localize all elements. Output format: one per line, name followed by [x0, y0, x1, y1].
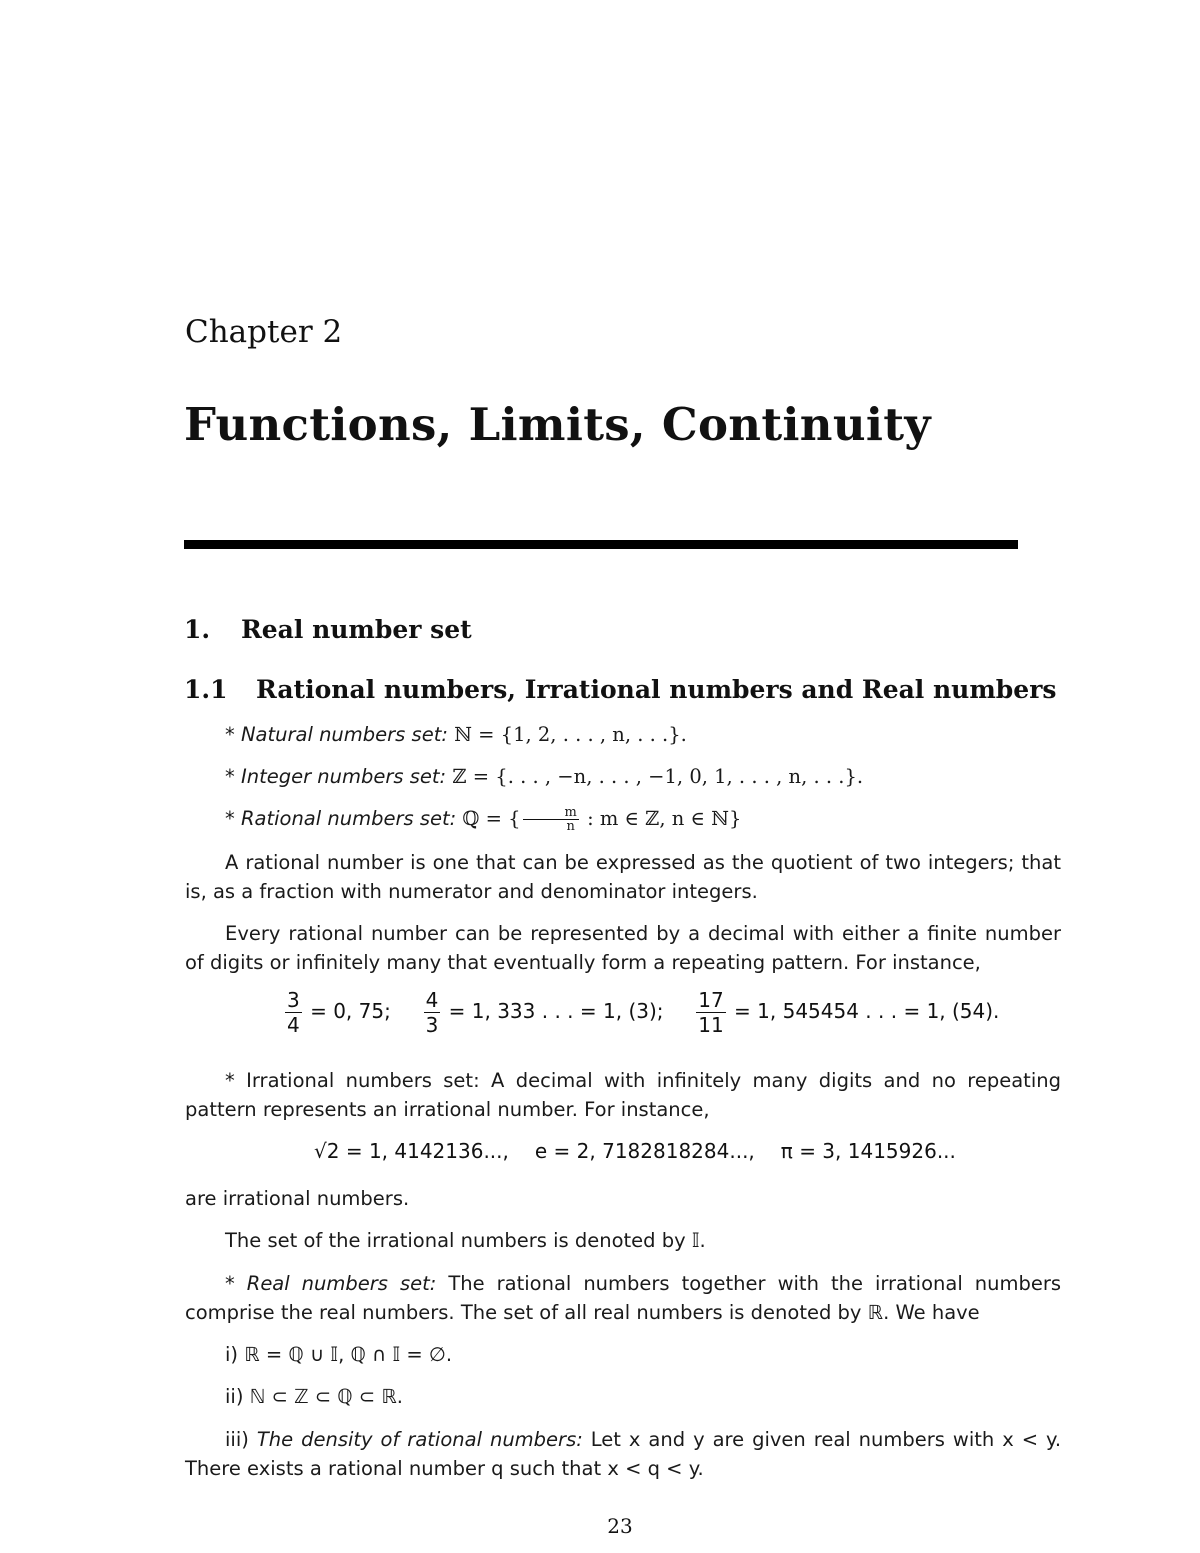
- section-title: Real number set: [241, 615, 472, 644]
- rational-definition-paragraph: A rational number is one that can be expressed as the quotient of two integers; that is, as a fraction with numerator and denominator integers.: [185, 851, 1061, 903]
- integer-numbers-line: * Integer numbers set: ℤ = {. . . , −n, . . . , −1, 0, 1, . . . , n, . . .}.: [225, 765, 864, 788]
- real-numbers-label: Real numbers set:: [246, 1272, 437, 1295]
- rational-numbers-label: Rational numbers set:: [240, 807, 457, 830]
- subsection-heading: [184, 675, 1056, 704]
- real-numbers-paragraph: * Real numbers set: The rational numbers together with the irrational numbers comprise the real numbers. The set of all real numbers is denoted by ℝ. We have: [185, 1272, 1062, 1324]
- fraction-3-4: $\frac{3}{4}$: [287, 988, 300, 1037]
- item-iii: iii) The density of rational numbers: Let x and y are given real numbers with x < y. There exists a rational number q such that x < q < y.: [185, 1428, 1062, 1480]
- chapter-title: Functions, Limits, Continuity: [184, 398, 931, 451]
- are-irrational-line: are irrational numbers.: [185, 1187, 410, 1210]
- irrational-paragraph: * Irrational numbers set: A decimal with infinitely many digits and no repeating pattern represents an irrational number. For instance,: [185, 1069, 1061, 1121]
- page-number: 23: [607, 1514, 633, 1538]
- rational-numbers-line: * Rational numbers set: ℚ = { $\frac{m}{n}$ : m ∈ ℤ, n ∈ ℕ}: [225, 805, 742, 834]
- subsection-number: 1.1: [184, 675, 228, 704]
- fraction-4-3: $\frac{4}{3}$: [425, 988, 439, 1037]
- item-ii: ii) ℕ ⊂ ℤ ⊂ ℚ ⊂ ℝ.: [225, 1385, 403, 1408]
- integer-numbers-label: Integer numbers set:: [240, 765, 447, 788]
- subsection-title: Rational numbers, Irrational numbers and Real numbers: [256, 675, 1057, 704]
- chapter-rule: [184, 540, 1018, 549]
- natural-numbers-label: Natural numbers set:: [240, 723, 448, 746]
- chapter-label: Chapter 2: [185, 314, 343, 350]
- natural-numbers-formula: ℕ = {1, 2, . . . , n, . . .}.: [447, 723, 687, 746]
- irrational-set-line: The set of the irrational numbers is denoted by 𝕀.: [225, 1229, 706, 1252]
- irrational-examples-equation: √2 = 1, 4142136..., e = 2, 7182818284..., π = 3, 1415926...: [314, 1139, 956, 1163]
- natural-numbers-line: * Natural numbers set: ℕ = {1, 2, . . . , n, . . .}.: [225, 723, 687, 746]
- density-label: The density of rational numbers:: [256, 1428, 583, 1451]
- fraction-17-11: $\frac{17}{11}$: [698, 988, 724, 1037]
- integer-numbers-formula: ℤ = {. . . , −n, . . . , −1, 0, 1, . . . , n, . . .}.: [446, 765, 864, 788]
- decimal-paragraph: Every rational number can be represented by a decimal with either a finite number of digits or infinitely many that eventually form a repeating pattern. For instance,: [185, 922, 1061, 974]
- item-i: i) ℝ = ℚ ∪ 𝕀, ℚ ∩ 𝕀 = ∅.: [225, 1343, 453, 1366]
- section-heading: [184, 615, 472, 644]
- rational-fraction: $\frac{m}{n}$: [523, 806, 579, 833]
- decimal-examples-equation: $\frac{3}{4}$ = 0, 75; $\frac{4}{3}$ = 1, 333 . . . = 1, (3); $\frac{17}{11}$ = 1, 545454 . . . = 1, (54).: [287, 988, 1000, 1037]
- section-number: 1.: [184, 615, 211, 644]
